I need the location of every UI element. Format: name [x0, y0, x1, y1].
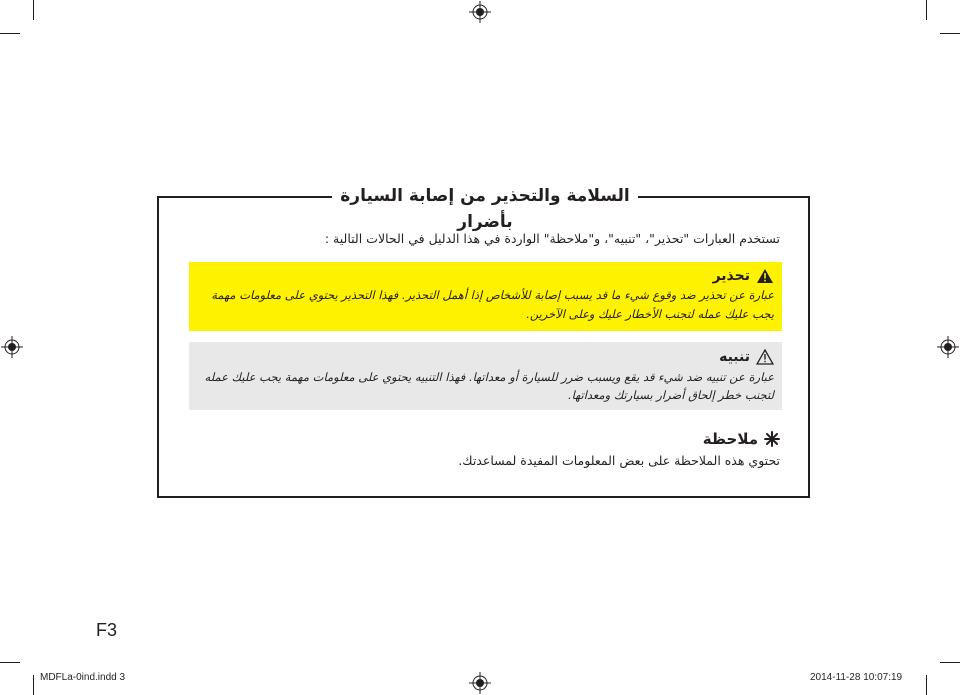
page-number: F3: [96, 620, 118, 640]
note-text: تحتوي هذه الملاحظة على بعض المعلومات المفيدة لمساعدتك.: [458, 453, 780, 468]
note-label: ملاحظة: [702, 430, 758, 448]
crop-mark-bottom-right-h: [940, 662, 960, 663]
registration-mark-bottom: [469, 672, 491, 694]
warning-label: تحذير: [712, 268, 750, 284]
registration-mark-left: [1, 336, 23, 358]
warning-panel: [189, 262, 782, 331]
asterisk-icon: [764, 431, 780, 447]
crop-mark-bottom-right-v: [926, 675, 927, 695]
footer-filename: MDFLa-0ind.indd 3: [40, 672, 126, 683]
warning-triangle-icon: [756, 268, 774, 284]
caution-text: عبارة عن تنبيه ضد شيء قد يقع ويسبب ضرر للسيارة أو معداتها. فهذا التنبيه يحتوي على معلومات مهمة يجب عليك عمله لتجنب خطر إلحاق أضرار بسيارتك ومعداتها.: [204, 370, 774, 402]
caution-panel: [189, 342, 782, 410]
section-title: السلامة والتحذير من إصابة السيارة بأضرار: [332, 183, 638, 209]
registration-mark-top: [469, 1, 491, 23]
caution-triangle-icon: [756, 349, 774, 365]
crop-mark-top-left-h: [0, 33, 20, 34]
caution-label: تنبيه: [719, 349, 750, 365]
crop-mark-top-right-h: [940, 33, 960, 34]
note-heading: [600, 428, 780, 450]
registration-mark-right: [937, 336, 959, 358]
crop-mark-top-right-v: [926, 0, 927, 20]
crop-mark-top-left-v: [33, 0, 34, 20]
crop-mark-bottom-left-h: [0, 662, 20, 663]
intro-text: تستخدم العبارات "تحذير"، "تنبيه"، و"ملاحظة" الواردة في هذا الدليل في الحالات التالية :: [324, 231, 780, 246]
warning-text: عبارة عن تحذير ضد وقوع شيء ما قد يسبب إصابة للأشخاص إذا أهمل التحذير. فهذا التحذير يحتوي على معلومات مهمة يجب عليك عمله لتجنب الأخطار عليك وعلى الآخرين.: [211, 288, 774, 321]
footer-timestamp: 2014-11-28 10:07:19: [810, 672, 903, 683]
crop-mark-bottom-left-v: [33, 675, 34, 695]
